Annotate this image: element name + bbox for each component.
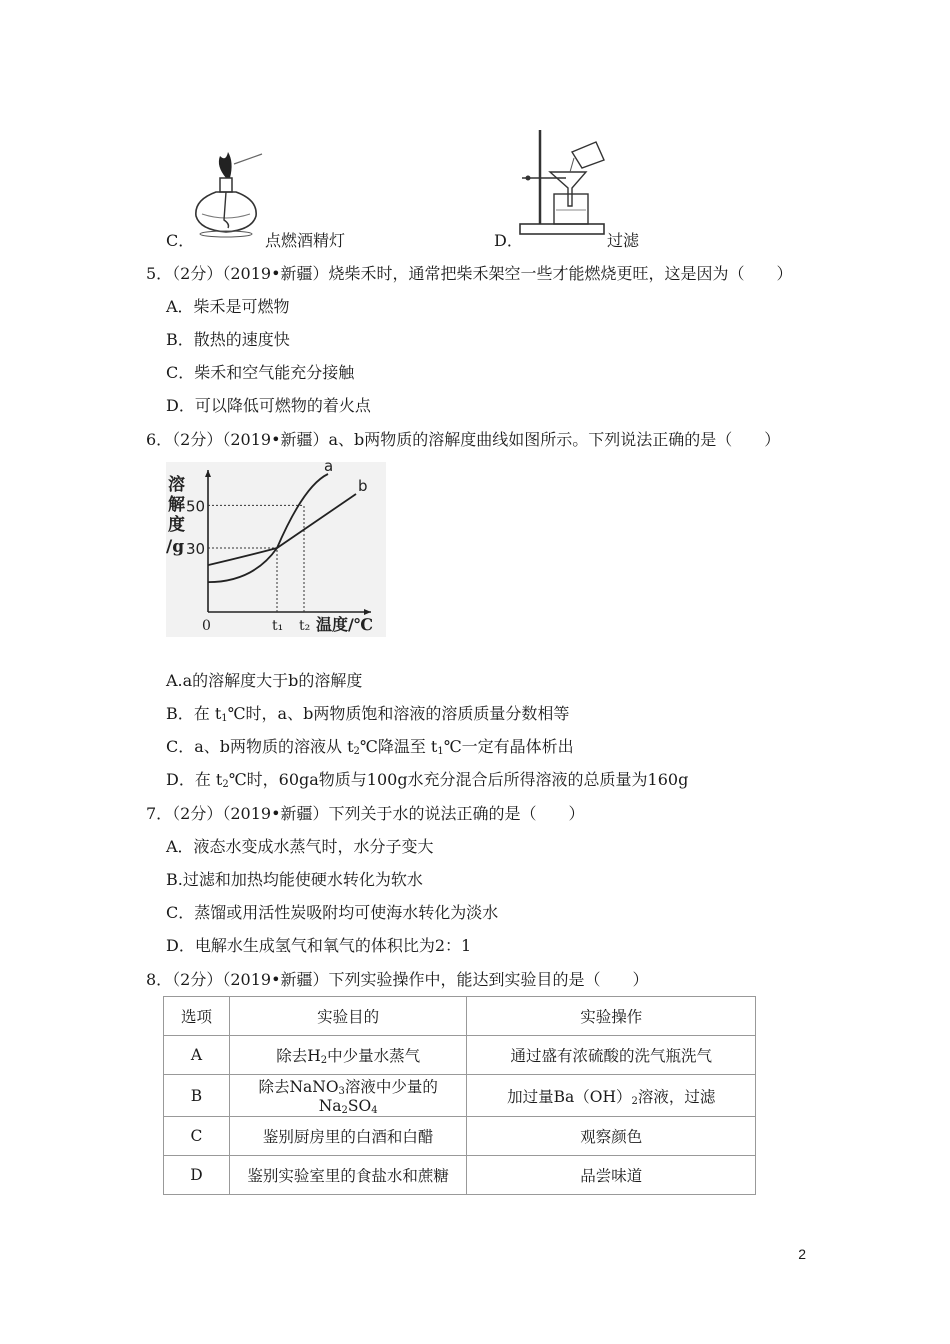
q6-option-b-sub: 1	[221, 713, 228, 724]
q6-option-c-mid: ℃降温至 t	[359, 737, 438, 756]
operation-text: 溶液，过滤	[637, 1087, 716, 1106]
option-d-caption: 过滤	[607, 231, 640, 250]
table-row	[164, 1117, 756, 1156]
operation-cell: 观察颜色	[467, 1117, 756, 1156]
q6-option-c-sub2: 1	[437, 746, 444, 757]
filtration-apparatus-illustration	[518, 128, 608, 240]
operation-text: 加过量Ba（OH）	[507, 1087, 632, 1106]
option-cell: D	[164, 1156, 230, 1195]
q6-option-d-pre: D．在 t	[166, 770, 223, 789]
q6-option-b-pre: B．在 t	[166, 704, 222, 723]
purpose-cell: 鉴别实验室里的食盐水和蔗糖	[229, 1156, 467, 1195]
q6-option-d	[166, 767, 688, 790]
option-cell: B	[164, 1075, 230, 1117]
y-tick-label: 30	[186, 540, 206, 558]
table-row	[164, 1156, 756, 1195]
q5-option-d: D．可以降低可燃物的着火点	[166, 396, 371, 415]
q7-option-b: B.过滤和加热均能使硬水转化为软水	[166, 870, 423, 889]
series-label-a: a	[324, 462, 334, 475]
page-number: 2	[798, 1246, 806, 1262]
header-cell: 实验目的	[229, 997, 467, 1036]
purpose-text: 中少量水蒸气	[327, 1047, 421, 1065]
q7-option-a: A．液态水变成水蒸气时，水分子变大	[166, 837, 434, 856]
purpose-subscript: 2	[341, 1105, 348, 1116]
option-d-letter: D．	[494, 231, 523, 250]
y-axis-label-char: 溶	[168, 475, 185, 495]
purpose-subscript: 2	[320, 1055, 328, 1066]
table-row	[164, 1036, 756, 1075]
option-cell: A	[164, 1036, 230, 1075]
option-cell: C	[164, 1117, 230, 1156]
q6-option-a: A.a的溶解度大于b的溶解度	[166, 671, 363, 690]
q5-option-b: B．散热的速度快	[166, 330, 290, 349]
q6-option-c	[166, 734, 574, 757]
operation-cell: 品尝味道	[467, 1156, 756, 1195]
x-tick-label: 0	[202, 618, 211, 634]
q6-stem: 6．（2分）（2019•新疆）a、b两物质的溶解度曲线如图所示。下列说法正确的是（ ）	[146, 430, 781, 449]
alcohol-lamp-illustration	[186, 148, 266, 240]
operation-cell: 通过盛有浓硫酸的洗气瓶洗气	[467, 1036, 756, 1075]
q6-option-b-post: ℃时，a、b两物质饱和溶液的溶质质量分数相等	[227, 704, 570, 723]
solubility-chart	[166, 462, 386, 637]
header-cell: 实验操作	[467, 997, 756, 1036]
q6-option-b	[166, 701, 569, 724]
y-axis-label-char: /g	[166, 537, 185, 557]
purpose-subscript: 3	[338, 1086, 345, 1097]
purpose-text: SO	[347, 1097, 372, 1115]
operation-subscript: 2	[631, 1095, 638, 1107]
operation-cell	[467, 1075, 756, 1117]
q5-option-c: C．柴禾和空气能充分接触	[166, 363, 355, 382]
purpose-text: 溶液中少量的Na	[318, 1078, 438, 1115]
purpose-text: 除去H	[276, 1047, 321, 1065]
purpose-cell	[229, 1075, 467, 1117]
q6-option-d-post: ℃时，60ga物质与100g水充分混合后所得溶液的总质量为160g	[228, 770, 689, 789]
q6-option-d-sub: 2	[222, 779, 229, 790]
q8-stem: 8．（2分）（2019•新疆）下列实验操作中，能达到实验目的是（ ）	[146, 970, 649, 989]
table-header-row	[164, 997, 756, 1036]
table-row	[164, 1075, 756, 1117]
q5-stem: 5．（2分）（2019•新疆）烧柴禾时，通常把柴禾架空一些才能燃烧更旺，这是因为（ ）	[146, 264, 793, 283]
purpose-subscript: 4	[371, 1105, 378, 1116]
q7-stem: 7．（2分）（2019•新疆）下列关于水的说法正确的是（ ）	[146, 804, 585, 823]
q6-option-c-pre: C．a、b两物质的溶液从 t	[166, 737, 354, 756]
option-c-letter: C．	[166, 231, 195, 250]
y-tick-label: 50	[186, 497, 206, 516]
q6-option-c-post: ℃一定有晶体析出	[443, 737, 574, 756]
x-axis-label: 温度/℃	[316, 615, 374, 634]
purpose-text: 除去NaNO	[258, 1078, 339, 1096]
purpose-cell	[229, 1036, 467, 1075]
series-label-b: b	[358, 477, 368, 495]
y-axis-label-char: 解	[168, 495, 185, 515]
purpose-cell: 鉴别厨房里的白酒和白醋	[229, 1117, 467, 1156]
q5-option-a: A．柴禾是可燃物	[166, 297, 290, 316]
q7-option-c: C．蒸馏或用活性炭吸附均可使海水转化为淡水	[166, 903, 499, 922]
x-tick-label: t₂	[299, 618, 311, 634]
q8-table	[163, 996, 756, 1195]
x-tick-label: t₁	[272, 618, 284, 634]
q6-option-c-sub1: 2	[353, 746, 360, 757]
option-c-caption: 点燃酒精灯	[265, 231, 346, 250]
q7-option-d: D．电解水生成氢气和氧气的体积比为2：1	[166, 936, 472, 955]
y-axis-label-char: 度	[168, 515, 185, 535]
header-cell: 选项	[164, 997, 230, 1036]
